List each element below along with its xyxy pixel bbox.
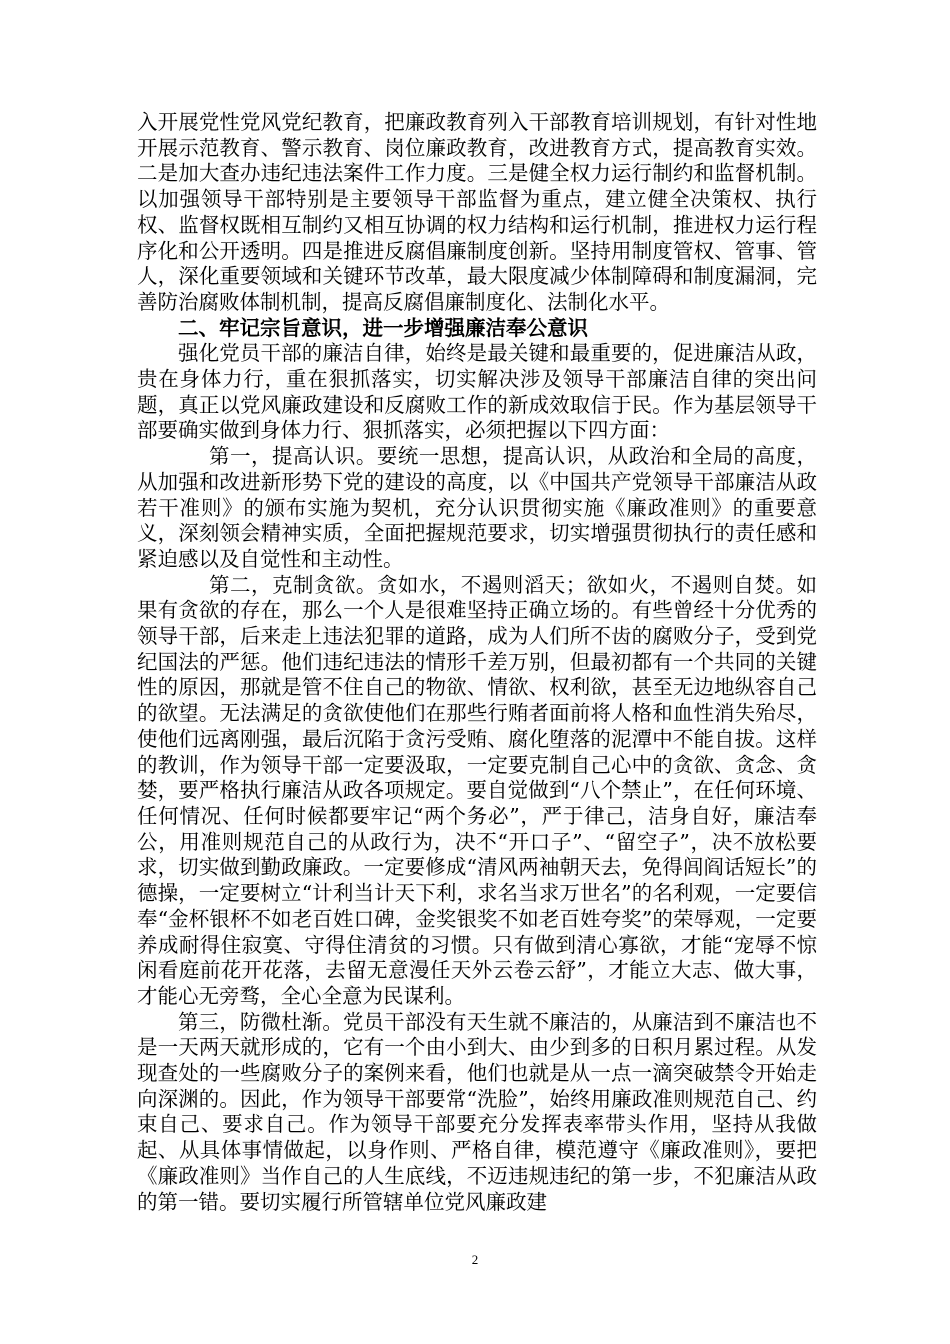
- paragraph-point-2: 第二，克制贪欲。贪如水，不遏则滔天；欲如火，不遏则自焚。如果有贪欲的存在，那么一个人是很难坚持正确立场的。有些曾经十分优秀的领导干部，后来走上违法犯罪的道路，成为人们所不齿的腐败分子，受到党纪国法的严惩。他们违纪违法的情形千差万别，但最初都有一个共同的关键性的原因，那就是管不住自己的物欲、情欲、权利欲，甚至无边地纵容自己的欲望。无法满足的贪欲使他们在那些行贿者面前将人格和血性消失殆尽，使他们远离刚强，最后沉陷于贪污受贿、腐化堕落的泥潭中不能自拔。这样的教训，作为领导干部一定要汲取，一定要克制自己心中的贪欲、贪念、贪婪，要严格执行廉洁从政各项规定。要自觉做到“八个禁止”，在任何环境、任何情况、任何时候都要牢记“两个务必”，严于律己，洁身自好，廉洁奉公，用准则规范自己的从政行为，决不“开口子”、“留空子”，决不放松要求，切实做到勤政廉政。一定要修成“清风两袖朝天去，免得闾阎话短长”的德操，一定要树立“计利当计天下利，求名当求万世名”的名利观，一定要信奉“金杯银杯不如老百姓口碑，金奖银奖不如老百姓夸奖”的荣辱观，一定要养成耐得住寂寞、守得住清贫的习惯。只有做到清心寡欲，才能“宠辱不惊闲看庭前花开花落，去留无意漫任天外云卷云舒”，才能立大志、做大事，才能心无旁骛，全心全意为民谋利。: [137, 572, 817, 1008]
- page-number: 2: [471, 1252, 479, 1267]
- paragraph-intro: 强化党员干部的廉洁自律，始终是最关键和最重要的，促进廉洁从政，贵在身体力行，重在狠抓落实，切实解决涉及领导干部廉洁自律的突出问题，真正以党风廉政建设和反腐败工作的新成效取信于民。作为基层领导干部要确实做到身体力行、狠抓落实，必须把握以下四方面：: [137, 341, 817, 443]
- paragraph-point-1: 第一，提高认识。要统一思想，提高认识，从政治和全局的高度，从加强和改进新形势下党的建设的高度，以《中国共产党领导干部廉洁从政若干准则》的颁布实施为契机，充分认识贯彻实施《廉政准则》的重要意义，深刻领会精神实质，全面把握规范要求，切实增强贯彻执行的责任感和紧迫感以及自觉性和主动性。: [137, 444, 817, 571]
- body-text: [137, 110, 817, 1215]
- paragraph-point-3: 第三，防微杜渐。党员干部没有天生就不廉洁的，从廉洁到不廉洁也不是一天两天就形成的，它有一个由小到大、由少到多的日积月累过程。从发现查处的一些腐败分子的案例来看，他们也就是从一点一滴突破禁令开始走向深渊的。因此，作为领导干部要常“洗脸”，始终用廉政准则规范自己、约束自己、要求自己。作为领导干部要充分发挥表率带头作用，坚持从我做起、从具体事情做起，以身作则、严格自律，模范遵守《廉政准则》，要把《廉政准则》当作自己的人生底线，不迈违规违纪的第一步，不犯廉洁从政的第一错。要切实履行所管辖单位党风廉政建: [137, 1009, 817, 1214]
- paragraph-continuation: 入开展党性党风党纪教育，把廉政教育列入干部教育培训规划，有针对性地开展示范教育、警示教育、岗位廉政教育，改进教育方式，提高教育实效。二是加大查办违纪违法案件工作力度。三是健全权力运行制约和监督机制。以加强领导干部特别是主要领导干部监督为重点，建立健全决策权、执行权、监督权既相互制约又相互协调的权力结构和运行机制，推进权力运行程序化和公开透明。四是推进反腐倡廉制度创新。坚持用制度管权、管事、管人，深化重要领域和关键环节改革，最大限度减少体制障碍和制度漏洞，完善防治腐败体制机制，提高反腐倡廉制度化、法制化水平。: [137, 110, 817, 314]
- section-heading: 二、牢记宗旨意识，进一步增强廉洁奉公意识: [178, 315, 588, 340]
